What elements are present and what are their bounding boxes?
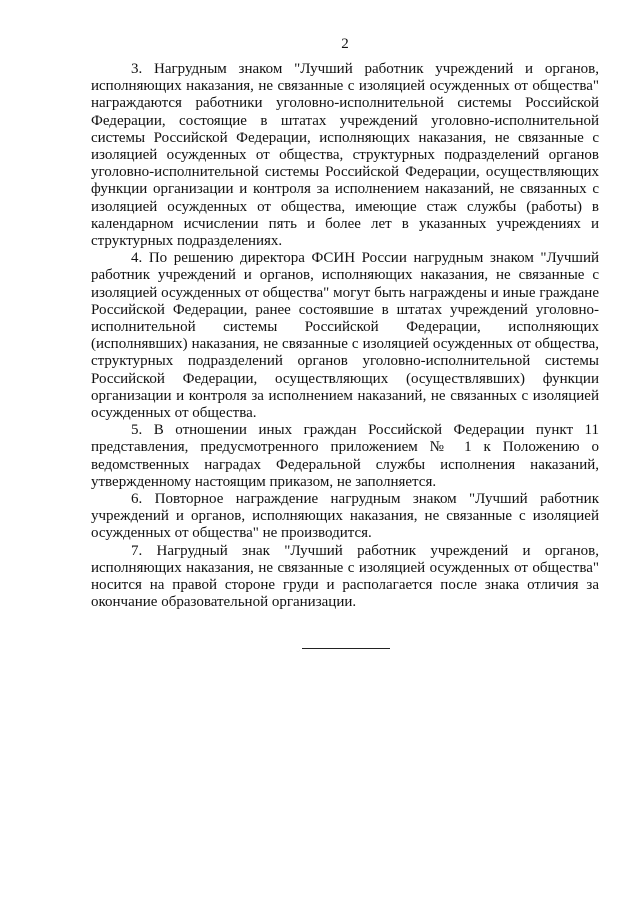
paragraph-7: 7. Нагрудный знак "Лучший работник учреждений и органов, исполняющих наказания, не связанные с изоляцией осужденных от общества" носится на правой стороне груди и располагается после знака отличия за окончание образовательной организации.: [91, 542, 599, 611]
paragraph-6: 6. Повторное награждение нагрудным знаком "Лучший работник учреждений и органов, исполняющих наказания, не связанные с изоляцией осужденных от общества" не производится.: [91, 491, 599, 542]
page-number: 2: [341, 36, 349, 52]
paragraph-5: 5. В отношении иных граждан Российской Федерации пункт 11 представления, предусмотренного приложением № 1 к Положению о ведомственных наградах Федеральной службы исполнения наказаний, утвержденному настоящим приказом, не заполняется.: [91, 422, 599, 490]
paragraph-3: 3. Нагрудным знаком "Лучший работник учреждений и органов, исполняющих наказания, не связанные с изоляцией осужденных от общества" награждаются работники уголовно-исполнительной системы Российской Федерации, состоящие в штатах учреждений уголовно-исполнительной системы Российской Федерации, исполняющих наказания, не связанные с изоляцией осужденных от общества, структурных подразделений органов уголовно-исполнительной системы Российской Федерации, осуществляющих функции организации и контроля за исполнением наказаний, не связанных с изоляцией осужденных от общества, имеющие стаж службы (работы) в календарном исчислении пять и более лет в указанных учреждениях и структурных подразделениях.: [91, 61, 599, 250]
end-divider-line: [302, 648, 390, 649]
document-body: [91, 61, 599, 612]
paragraph-4: 4. По решению директора ФСИН России нагрудным знаком "Лучший работник учреждений и органов, исполняющих наказания, не связанные с изоляцией осужденных от общества" могут быть награждены и иные граждане Российской Федерации, ранее состоявшие в штатах учреждений уголовно-исполнительной системы Российской Федерации, исполняющих (исполнявших) наказания, не связанные с изоляцией осужденных от общества, структурных подразделений органов уголовно-исполнительной системы Российской Федерации, осуществляющих (осуществлявших) функции организации и контроля за исполнением наказаний, не связанных с изоляцией осужденных от общества.: [91, 250, 599, 422]
